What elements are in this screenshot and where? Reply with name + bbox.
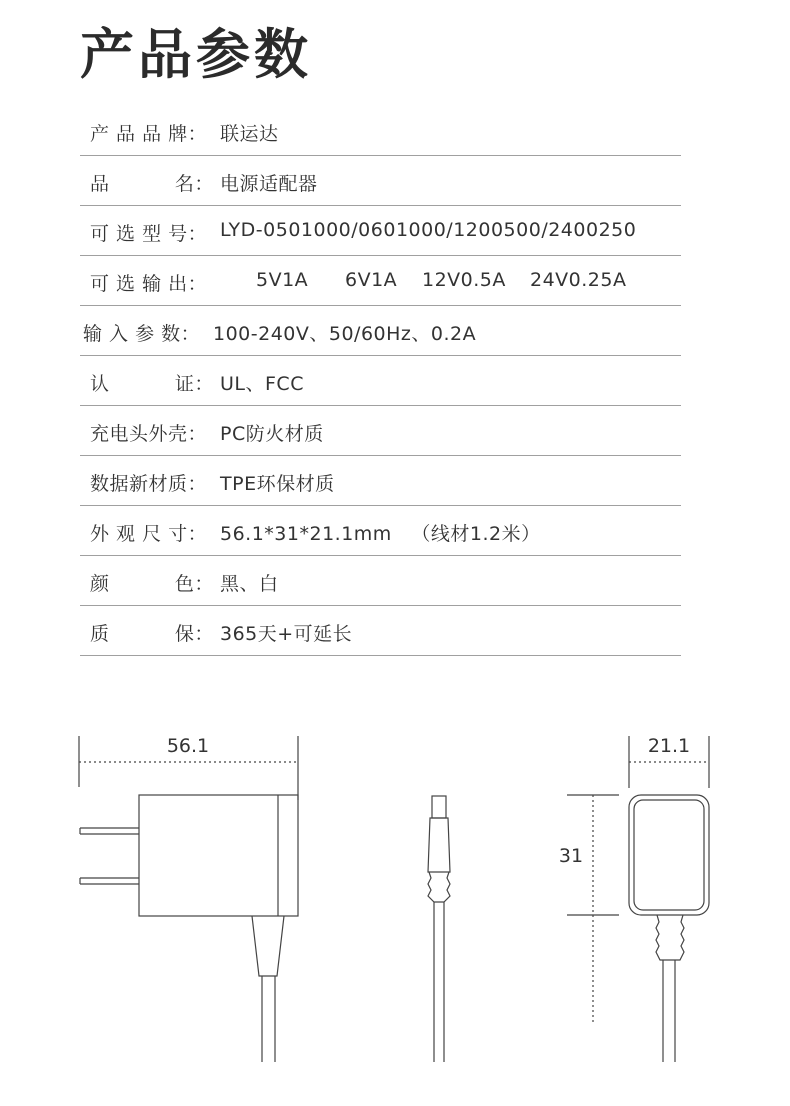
depth-dimension-label: 21.1 (647, 735, 691, 757)
spec-label: 产 品 品 牌： (90, 123, 208, 145)
adapter-dimension-drawing (0, 660, 790, 1106)
dc-plug-view (428, 796, 450, 1062)
front-view-adapter (567, 736, 709, 1062)
spec-label: 认 证： (90, 373, 214, 395)
spec-value: 100-240V、50/60Hz、0.2A (213, 323, 477, 345)
spec-value: 黑、白 (220, 573, 279, 595)
spec-label: 输 入 参 数： (83, 323, 201, 345)
spec-row-brand (80, 106, 681, 156)
spec-value: TPE环保材质 (220, 473, 335, 495)
spec-row-name (80, 156, 681, 206)
width-dimension-label: 56.1 (166, 735, 210, 757)
spec-row-outputs (80, 256, 681, 306)
side-view-adapter (80, 795, 298, 1062)
page-title: 产品参数 (80, 23, 312, 86)
spec-row-shell (80, 406, 681, 456)
output-option: 24V0.25A (530, 269, 627, 291)
spec-table (80, 106, 681, 656)
spec-label: 外 观 尺 寸： (90, 523, 208, 545)
spec-label: 数据新材质： (90, 473, 208, 495)
spec-row-input (80, 306, 681, 356)
spec-label: 品 名： (90, 173, 214, 195)
output-option: 6V1A (345, 269, 398, 291)
output-option: 12V0.5A (422, 269, 506, 291)
spec-row-color (80, 556, 681, 606)
spec-row-size (80, 506, 681, 556)
spec-label: 质 保： (90, 623, 214, 645)
spec-label: 可 选 型 号： (90, 223, 208, 245)
spec-row-cable-material (80, 456, 681, 506)
spec-value: 365天+可延长 (220, 623, 353, 645)
output-option: 5V1A (256, 269, 309, 291)
spec-value: 联运达 (220, 123, 279, 145)
spec-value: 电源适配器 (220, 173, 318, 195)
spec-value: LYD-0501000/0601000/1200500/2400250 (220, 219, 637, 241)
spec-row-warranty (80, 606, 681, 656)
spec-row-certification (80, 356, 681, 406)
spec-label: 充电头外壳： (90, 423, 208, 445)
spec-value: UL、FCC (220, 373, 304, 395)
spec-label: 可 选 输 出： (90, 273, 208, 295)
spec-label: 颜 色： (90, 573, 214, 595)
spec-row-models (80, 206, 681, 256)
height-dimension-label: 31 (558, 845, 584, 867)
spec-value: 56.1*31*21.1mm （线材1.2米） (220, 523, 541, 545)
spec-value: PC防火材质 (220, 423, 324, 445)
